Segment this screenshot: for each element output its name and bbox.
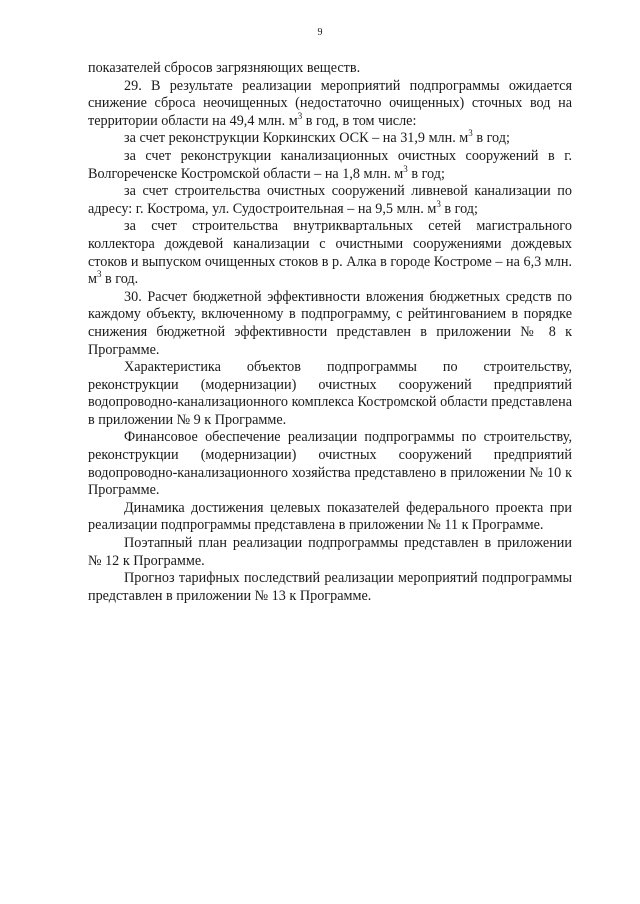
paragraph-appendix-12: Поэтапный план реализации подпрограммы представлен в приложении № 12 к Программе. [88,535,572,569]
paragraph-29-text: 29. В результате реализации мероприятий подпрограммы ожидается снижение сброса неочищенных (недостаточно очищенных) сточных вод на территории области на 49,4 млн. м [88,77,572,129]
paragraph-30: 30. Расчет бюджетной эффективности вложения бюджетных средств по каждому объекту, включенному в подпрограмму, с рейтингованием в порядке снижения бюджетной эффективности представлен в приложении № 8 к Программе. [88,288,572,358]
cubic-superscript: 3 [96,269,102,280]
cubic-superscript: 3 [436,198,441,209]
document-body [88,60,572,605]
list-item-sudostroitelnaya-text: за счет строительства очистных сооружений ливневой канализации по адресу: г. Кострома, ул. Судостроительная – на 9,5 млн. м [88,183,572,217]
cubic-superscript: 3 [297,110,303,121]
paragraph-continuation: показателей сбросов загрязняющих веществ. [88,60,361,76]
list-item-alka-text: за счет строительства внутриквартальных сетей магистрального коллектора дождевой канализации с очистными сооружениями дождевых стоков и выпуском очищенных стоков в р. Алка в городе Костроме – на 6,3 млн. м [88,218,572,288]
paragraph-appendix-10: Финансовое обеспечение реализации подпрограммы по строительству, реконструкции (модернизации) очистных сооружений предприятий водопроводно-канализационного хозяйства представлено в приложении № 10 к Программе. [88,429,572,499]
cubic-superscript: 3 [468,128,473,139]
paragraph-appendix-13: Прогноз тарифных последствий реализации мероприятий подпрограммы представлен в приложении № 13 к Программе. [88,570,572,604]
list-item-alka [88,218,572,288]
list-item-korkino-tail: в год; [472,130,510,147]
list-item-alka-tail: в год. [101,271,139,288]
list-item-korkino-text: за счет реконструкции Коркинских ОСК – на 31,9 млн. м [124,130,469,147]
cubic-superscript: 3 [403,163,408,174]
list-item-korkino [88,130,572,148]
list-item-volgorechensk [88,148,572,183]
paragraph-appendix-11: Динамика достижения целевых показателей федерального проекта при реализации подпрограммы представлена в приложении № 11 к Программе. [88,499,572,534]
list-item-volgorechensk-text: за счет реконструкции канализационных очистных сооружений в г. Волгореченске Костромской области – на 1,8 млн. м [88,147,572,182]
page-number: 9 [317,27,323,38]
list-item-sudostroitelnaya [88,183,572,218]
paragraph-appendix-9: Характеристика объектов подпрограммы по строительству, реконструкции (модернизации) очистных сооружений предприятий водопроводно-канализационного комплекса Костромской области представлена в приложении № 9 к Программе. [88,359,572,428]
list-item-volgorechensk-tail: в год; [407,165,445,182]
list-item-sudostroitelnaya-tail: в год; [440,200,478,217]
paragraph-29 [88,78,572,131]
paragraph-29-tail: в год, в том числе: [302,112,417,129]
